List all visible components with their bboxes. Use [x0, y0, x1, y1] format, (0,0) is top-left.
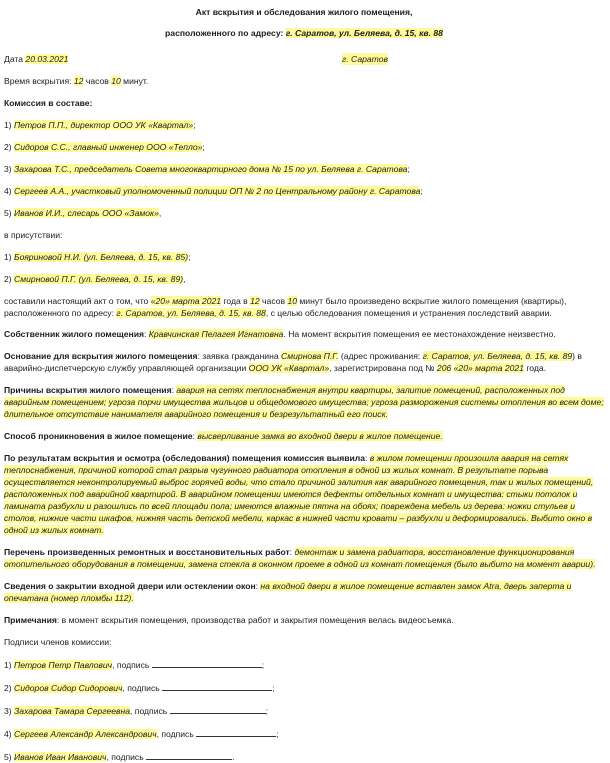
signature-number: 1) — [4, 660, 15, 670]
member-number: 1) — [4, 120, 15, 130]
present-person — [4, 251, 604, 263]
member-number: 5) — [4, 208, 15, 218]
person-number: 2) — [4, 274, 15, 284]
member-tail: ; — [202, 142, 205, 152]
signature-word: , подпись — [106, 752, 147, 762]
commission-member — [4, 119, 604, 131]
person-name: Смирновой П.Г. (ул. Беляева, д. 15, кв. 89) — [14, 274, 184, 284]
member-tail: ; — [193, 120, 196, 130]
signature-number: 4) — [4, 729, 15, 739]
signatures-label: Подписи членов комиссии: — [4, 637, 112, 647]
signatory-name: Сидоров Сидор Сидорович — [14, 683, 123, 693]
signature-blank — [162, 681, 275, 693]
signature-line — [4, 681, 604, 694]
signature-word: , подпись — [156, 729, 197, 739]
signature-blank — [170, 704, 269, 716]
member-tail: ; — [407, 164, 410, 174]
member-number: 3) — [4, 164, 15, 174]
signature-end: ; — [272, 683, 275, 693]
city: г. Саратов — [342, 54, 388, 64]
signature-line — [4, 658, 604, 671]
member-tail: ; — [420, 186, 423, 196]
member-name: Сидоров С.С., главный инженер ООО «Тепло» — [14, 142, 203, 152]
signature-word: , подпись — [112, 660, 152, 670]
commission-member — [4, 185, 604, 197]
signatory-name: Иванов Иван Иванович — [14, 752, 107, 762]
date-label: Дата — [4, 54, 26, 64]
date-row — [4, 53, 604, 65]
signature-word: , подпись — [122, 683, 163, 693]
signature-blank — [146, 750, 235, 762]
owner-paragraph: Собственник жилого помещения: Кравчинская Пелагея Игнатовна. На момент вскрытия помещения ее местонахождение неизвестно. — [4, 329, 556, 339]
signatory-name: Захарова Тамара Сергеевна — [14, 706, 131, 716]
person-tail: ; — [188, 252, 191, 262]
person-tail: , — [183, 274, 186, 284]
signatory-name: Петров Петр Павлович — [14, 660, 113, 670]
signature-end: . — [232, 752, 235, 762]
reasons-paragraph: Причины вскрытия жилого помещения: авария на сетях теплоснабжения внутри квартиры, залитие помещений, расположенных под аварийным помещением; угроза порчи имущества жильцов и общедомового имущества; угроза разморожения системы отопления во всем доме; длительное отсутствие нанимателя аварийного помещения и безрезультатный его поиск. — [4, 385, 604, 419]
signature-line — [4, 750, 604, 763]
basis-paragraph: Основание для вскрытия жилого помещения: заявка гражданина Смирнова П.Г. (адрес проживания: г. Саратов, ул. Беляева, д. 15, кв. 89) в аварийно-диспетчерскую службу управляющей организации ООО УК «Квартал», зарегистрирована под № 206 «20» марта 2021 года. — [4, 351, 582, 373]
doc-title-line1: Акт вскрытия и обследования жилого помещения, — [195, 7, 413, 17]
member-number: 4) — [4, 186, 15, 196]
signature-end: ; — [265, 706, 269, 716]
opening-time: Время вскрытия: 12 часов 10 минут. — [4, 76, 149, 86]
method-paragraph: Способ проникновения в жилое помещение: высверливание замка во входной двери в жилое помещение. — [4, 431, 443, 441]
commission-heading: Комиссия в составе: — [4, 98, 93, 108]
signatory-name: Сергеев Александр Александрович — [14, 729, 157, 739]
closure-paragraph: Сведения о закрытии входной двери или остеклении окон: на входной двери в жилое помещение вставлен замок Atra, дверь заперта и опечатана (номер пломбы 112). — [4, 581, 572, 603]
date-value: 20.03.2021 — [25, 54, 69, 64]
doc-title-line2: расположенного по адресу: г. Саратов, ул. Беляева, д. 15, кв. 88 — [165, 28, 443, 38]
composed-paragraph: составили настоящий акт о том, что «20» марта 2021 года в 12 часов 10 минут было произведено вскрытие жилого помещения (квартиры), расположенного по адресу: г. Саратов, ул. Беляева, д. 15, кв. 88, с целью обследования помещения и устранения последствий аварии. — [4, 296, 567, 318]
commission-member — [4, 141, 604, 153]
signature-blank — [152, 658, 265, 670]
signature-end: ; — [276, 729, 279, 739]
member-tail: , — [158, 208, 162, 218]
present-person — [4, 273, 604, 285]
signature-number: 5) — [4, 752, 15, 762]
member-number: 2) — [4, 142, 15, 152]
signature-number: 2) — [4, 683, 15, 693]
signature-end: ; — [261, 660, 265, 670]
note-paragraph: Примечания: в момент вскрытия помещения, производства работ и закрытия помещения велась видеосъемка. — [4, 615, 454, 625]
signature-line — [4, 704, 604, 717]
signature-word: , подпись — [130, 706, 170, 716]
person-name: Бояриновой Н.И. (ул. Беляева, д. 15, кв. 85) — [14, 252, 189, 262]
signature-number: 3) — [4, 706, 15, 716]
commission-member — [4, 207, 604, 219]
member-name: Сергеев А.А., участковый уполномоченный полиции ОП № 2 по Центральному району г. Саратова — [14, 186, 421, 196]
title-address: г. Саратов, ул. Беляева, д. 15, кв. 88 — [285, 28, 443, 38]
member-name: Петров П.П., директор ООО УК «Квартал» — [14, 120, 194, 130]
repairs-paragraph: Перечень произведенных ремонтных и восстановительных работ: демонтаж и замена радиатора, восстановление функционирования отопительного оборудования в помещении, замена стекла в оконном проеме в одной из комнат помещения (было выбито на момент аварии). — [4, 547, 596, 569]
commission-member — [4, 163, 604, 175]
person-number: 1) — [4, 252, 15, 262]
member-name: Захарова Т.С., председатель Совета многоквартирного дома № 15 по ул. Беляева г. Саратова — [14, 164, 408, 174]
presence-label: в присутствии: — [4, 230, 63, 240]
findings-paragraph: По результатам вскрытия и осмотра (обследования) помещения комиссия выявила: в жилом помещении произошла авария на сетях теплоснабжения, причиной которой стал разрыв чугунного радиатора отопления в одной из жилых комнат. В результате порыва осуществляется неконтролируемый выброс горячей воды, что стало причиной залития как аварийного помещения, так и жилых помещений, расположенных под аварийной квартирой. В аварийном помещении имеются дефекты отдельных комнат и имущества: стыки потолок и ламината разбухли и разошлись по всей площади пола; имеются влажные пятна на обоях; повреждена мебель из дерева: ножки стульев и столов, нижние части шкафов, нижняя часть детской мебели, каркас в нижней части кровати – разбухли и деформировались. Выбито окно в одной из жилых комнат. — [4, 453, 594, 535]
member-name: Иванов И.И., слесарь ООО «Замок» — [14, 208, 159, 218]
